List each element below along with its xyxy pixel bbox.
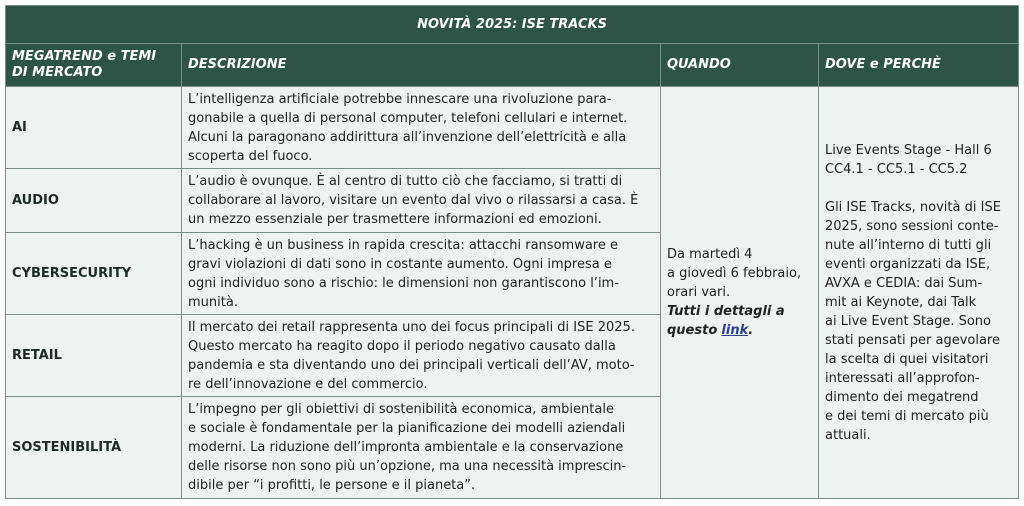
where-location-2: CC4.1 - CC5.1 - CC5.2 <box>825 161 968 177</box>
where-line: Gli ISE Tracks, novità di ISE <box>825 199 1001 215</box>
row-label-audio: AUDIO <box>6 169 182 233</box>
desc-line: L’intelligenza artificiale potrebbe innescare una rivoluzione para- <box>188 91 612 107</box>
table-title: NOVITÀ 2025: ISE TRACKS <box>6 6 1019 44</box>
where-line: e dei temi di mercato più <box>825 408 989 424</box>
where-line: la scelta di quei visitatori <box>825 351 989 367</box>
when-line-5-suffix: . <box>748 323 754 338</box>
desc-line: dibile per “i profitti, le persone e il pianeta”. <box>188 478 476 493</box>
desc-line: Il mercato dei retail rappresenta uno dei focus principali di ISE 2025. <box>188 319 635 335</box>
desc-line: L’audio è ovunque. È al centro di tutto ciò che facciamo, si tratti di <box>188 174 623 189</box>
where-cell <box>819 87 1019 499</box>
when-line-5 <box>667 321 812 340</box>
where-line: attuali. <box>825 427 871 443</box>
row-desc-retail <box>182 315 661 397</box>
row-desc-audio <box>182 169 661 233</box>
when-cell <box>661 87 819 499</box>
where-line: mit ai Keynote, dai Talk <box>825 294 977 310</box>
desc-line: munità. <box>188 294 238 310</box>
row-label-sostenibilita: SOSTENIBILITÀ <box>6 397 182 499</box>
where-location-1: Live Events Stage - Hall 6 <box>825 142 992 158</box>
desc-line: collaborare al lavoro, visitare un evento dal vivo o rilassarsi a casa. È <box>188 193 639 208</box>
desc-line: Questo mercato ha reagito dopo il periodo negativo causato dalla <box>188 338 616 354</box>
header-descrizione: DESCRIZIONE <box>182 44 661 87</box>
desc-line: e sociale è fondamentale per la pianificazione dei modelli aziendali <box>188 421 626 436</box>
desc-line: gravi violazioni di dati sono in costante aumento. Ogni impresa e <box>188 256 612 272</box>
when-line-2: a giovedì 6 febbraio, <box>667 266 802 281</box>
header-quando: QUANDO <box>661 44 819 87</box>
when-line-1: Da martedì 4 <box>667 247 753 262</box>
ise-tracks-table <box>5 5 1019 499</box>
desc-line: L’hacking è un business in rapida crescita: attacchi ransomware e <box>188 237 618 253</box>
row-desc-cybersecurity <box>182 233 661 315</box>
row-label-ai: AI <box>6 87 182 169</box>
where-line: 2025, sono sessioni conte- <box>825 218 999 234</box>
desc-line: scoperta del fuoco. <box>188 148 313 164</box>
where-line: AVXA e CEDIA: dai Sum- <box>825 275 983 291</box>
desc-line: re dell’innovazione e del commercio. <box>188 376 428 392</box>
desc-line: pandemia e sta diventando uno dei principali verticali dell’AV, moto- <box>188 357 635 373</box>
desc-line: Alcuni la paragonano addirittura all’invenzione dell’elettricità e alla <box>188 129 627 145</box>
where-line: stati pensati per agevolare <box>825 332 1000 348</box>
ise-tracks-table-wrapper <box>5 5 1018 499</box>
where-gap <box>825 179 1012 198</box>
row-label-retail: RETAIL <box>6 315 182 397</box>
header-dove: DOVE e PERCHÈ <box>819 44 1019 87</box>
details-link[interactable]: link <box>721 323 749 338</box>
when-line-5-prefix: questo <box>667 323 718 338</box>
where-line: interessati all’approfon- <box>825 370 980 386</box>
desc-line: moderni. La riduzione dell’impronta ambientale e la conservazione <box>188 440 624 455</box>
where-line: eventi organizzati da ISE, <box>825 256 991 272</box>
where-line: ai Live Event Stage. Sono <box>825 313 991 329</box>
header-megatrend: MEGATREND e TEMI DI MERCATO <box>6 44 182 87</box>
desc-line: ogni individuo sono a rischio: le dimensioni non garantiscono l’im- <box>188 275 619 291</box>
when-line-4: Tutti i dettagli a <box>667 304 785 319</box>
desc-line: delle risorse non sono più un’opzione, ma una necessità imprescin- <box>188 459 627 474</box>
when-line-3: orari vari. <box>667 285 731 300</box>
where-line: dimento dei megatrend <box>825 389 979 405</box>
desc-line: L’impegno per gli obiettivi di sostenibilità economica, ambientale <box>188 402 614 417</box>
where-line: nute all’interno di tutti gli <box>825 237 992 253</box>
row-desc-sostenibilita <box>182 397 661 499</box>
row-label-cybersecurity: CYBERSECURITY <box>6 233 182 315</box>
desc-line: gonabile a quella di personal computer, telefoni cellulari e internet. <box>188 110 628 126</box>
desc-line: un mezzo essenziale per trasmettere informazioni ed emozioni. <box>188 212 602 227</box>
row-desc-ai <box>182 87 661 169</box>
